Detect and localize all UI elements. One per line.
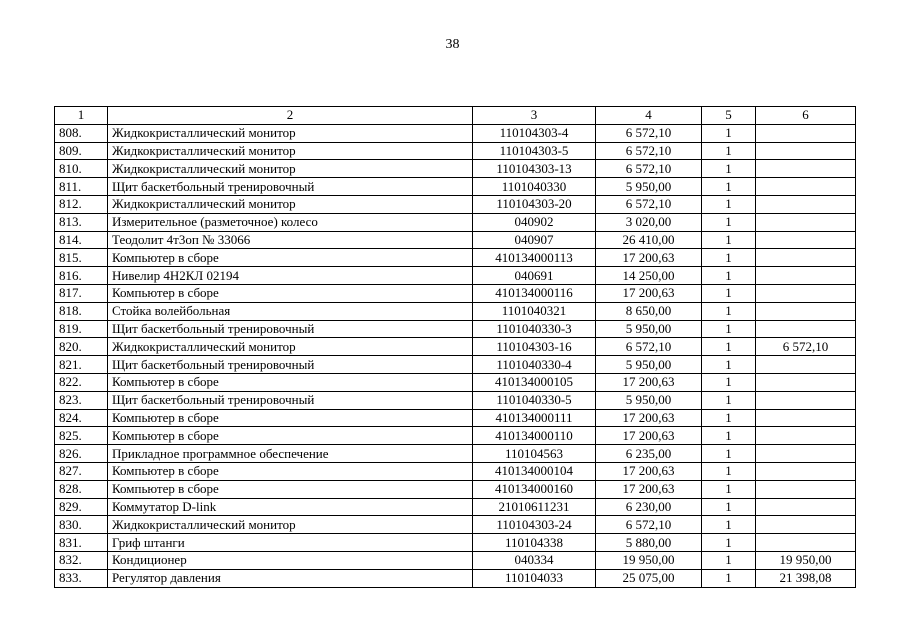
quantity-cell: 1: [702, 462, 756, 480]
item-name-cell: Стойка волейбольная: [108, 302, 473, 320]
quantity-cell: 1: [702, 249, 756, 267]
item-name-cell: Щит баскетбольный тренировочный: [108, 178, 473, 196]
row-number-cell: 816.: [55, 267, 108, 285]
unit-price-cell: 5 950,00: [596, 320, 702, 338]
item-name-cell: Компьютер в сборе: [108, 427, 473, 445]
quantity-cell: 1: [702, 213, 756, 231]
quantity-cell: 1: [702, 516, 756, 534]
quantity-cell: 1: [702, 338, 756, 356]
inventory-code-cell: 1101040330-5: [473, 391, 596, 409]
quantity-cell: 1: [702, 498, 756, 516]
inventory-code-cell: 040691: [473, 267, 596, 285]
row-number-cell: 830.: [55, 516, 108, 534]
table-row: [55, 462, 856, 480]
quantity-cell: 1: [702, 284, 756, 302]
quantity-cell: 1: [702, 160, 756, 178]
inventory-code-cell: 1101040330-3: [473, 320, 596, 338]
header-col-2: 2: [108, 107, 473, 125]
quantity-cell: 1: [702, 267, 756, 285]
residual-value-cell: [756, 480, 856, 498]
unit-price-cell: 17 200,63: [596, 462, 702, 480]
residual-value-cell: [756, 462, 856, 480]
item-name-cell: Теодолит 4т3оп № 33066: [108, 231, 473, 249]
inventory-code-cell: 1101040321: [473, 302, 596, 320]
inventory-code-cell: 410134000104: [473, 462, 596, 480]
row-number-cell: 833.: [55, 569, 108, 587]
row-number-cell: 821.: [55, 356, 108, 374]
unit-price-cell: 5 950,00: [596, 178, 702, 196]
inventory-code-cell: 110104303-16: [473, 338, 596, 356]
table-row: [55, 551, 856, 569]
quantity-cell: 1: [702, 534, 756, 552]
table-row: [55, 445, 856, 463]
unit-price-cell: 6 572,10: [596, 338, 702, 356]
residual-value-cell: [756, 267, 856, 285]
header-row: [55, 107, 856, 125]
residual-value-cell: [756, 302, 856, 320]
quantity-cell: 1: [702, 142, 756, 160]
item-name-cell: Измерительное (разметочное) колесо: [108, 213, 473, 231]
table-row: [55, 569, 856, 587]
unit-price-cell: 6 572,10: [596, 195, 702, 213]
quantity-cell: 1: [702, 356, 756, 374]
unit-price-cell: 6 572,10: [596, 160, 702, 178]
inventory-code-cell: 040907: [473, 231, 596, 249]
row-number-cell: 817.: [55, 284, 108, 302]
table-row: [55, 249, 856, 267]
row-number-cell: 829.: [55, 498, 108, 516]
quantity-cell: 1: [702, 480, 756, 498]
residual-value-cell: [756, 195, 856, 213]
table-row: [55, 178, 856, 196]
inventory-table: [54, 106, 856, 588]
row-number-cell: 820.: [55, 338, 108, 356]
unit-price-cell: 17 200,63: [596, 409, 702, 427]
quantity-cell: 1: [702, 178, 756, 196]
inventory-code-cell: 110104303-13: [473, 160, 596, 178]
inventory-code-cell: 410134000116: [473, 284, 596, 302]
table-row: [55, 160, 856, 178]
item-name-cell: Гриф штанги: [108, 534, 473, 552]
quantity-cell: 1: [702, 302, 756, 320]
inventory-code-cell: 110104033: [473, 569, 596, 587]
row-number-cell: 808.: [55, 124, 108, 142]
item-name-cell: Компьютер в сборе: [108, 462, 473, 480]
unit-price-cell: 17 200,63: [596, 373, 702, 391]
quantity-cell: 1: [702, 124, 756, 142]
residual-value-cell: [756, 391, 856, 409]
item-name-cell: Щит баскетбольный тренировочный: [108, 320, 473, 338]
residual-value-cell: [756, 249, 856, 267]
item-name-cell: Нивелир 4Н2КЛ 02194: [108, 267, 473, 285]
unit-price-cell: 6 572,10: [596, 124, 702, 142]
residual-value-cell: [756, 284, 856, 302]
item-name-cell: Щит баскетбольный тренировочный: [108, 391, 473, 409]
inventory-code-cell: 110104303-4: [473, 124, 596, 142]
unit-price-cell: 19 950,00: [596, 551, 702, 569]
row-number-cell: 831.: [55, 534, 108, 552]
residual-value-cell: 21 398,08: [756, 569, 856, 587]
inventory-code-cell: 040902: [473, 213, 596, 231]
unit-price-cell: 25 075,00: [596, 569, 702, 587]
table-row: [55, 213, 856, 231]
item-name-cell: Жидкокристаллический монитор: [108, 338, 473, 356]
item-name-cell: Жидкокристаллический монитор: [108, 195, 473, 213]
item-name-cell: Коммутатор D-link: [108, 498, 473, 516]
header-col-5: 5: [702, 107, 756, 125]
row-number-cell: 819.: [55, 320, 108, 338]
row-number-cell: 826.: [55, 445, 108, 463]
inventory-code-cell: 110104338: [473, 534, 596, 552]
item-name-cell: Регулятор давления: [108, 569, 473, 587]
item-name-cell: Компьютер в сборе: [108, 284, 473, 302]
table-row: [55, 534, 856, 552]
quantity-cell: 1: [702, 231, 756, 249]
unit-price-cell: 5 950,00: [596, 391, 702, 409]
unit-price-cell: 5 880,00: [596, 534, 702, 552]
unit-price-cell: 5 950,00: [596, 356, 702, 374]
row-number-cell: 825.: [55, 427, 108, 445]
item-name-cell: Щит баскетбольный тренировочный: [108, 356, 473, 374]
residual-value-cell: [756, 124, 856, 142]
inventory-code-cell: 410134000110: [473, 427, 596, 445]
inventory-code-cell: 110104303-20: [473, 195, 596, 213]
inventory-code-cell: 21010611231: [473, 498, 596, 516]
item-name-cell: Жидкокристаллический монитор: [108, 516, 473, 534]
row-number-cell: 811.: [55, 178, 108, 196]
unit-price-cell: 17 200,63: [596, 249, 702, 267]
row-number-cell: 818.: [55, 302, 108, 320]
header-col-3: 3: [473, 107, 596, 125]
row-number-cell: 813.: [55, 213, 108, 231]
table-row: [55, 124, 856, 142]
inventory-code-cell: 040334: [473, 551, 596, 569]
item-name-cell: Кондиционер: [108, 551, 473, 569]
unit-price-cell: 17 200,63: [596, 284, 702, 302]
residual-value-cell: [756, 516, 856, 534]
inventory-code-cell: 410134000105: [473, 373, 596, 391]
inventory-code-cell: 110104303-24: [473, 516, 596, 534]
table-body: [55, 124, 856, 587]
unit-price-cell: 6 230,00: [596, 498, 702, 516]
table-row: [55, 195, 856, 213]
table-row: [55, 409, 856, 427]
header-col-6: 6: [756, 107, 856, 125]
unit-price-cell: 17 200,63: [596, 480, 702, 498]
row-number-cell: 822.: [55, 373, 108, 391]
unit-price-cell: 6 572,10: [596, 516, 702, 534]
residual-value-cell: [756, 142, 856, 160]
inventory-code-cell: 110104303-5: [473, 142, 596, 160]
residual-value-cell: [756, 445, 856, 463]
residual-value-cell: [756, 498, 856, 516]
header-col-1: 1: [55, 107, 108, 125]
table-row: [55, 356, 856, 374]
residual-value-cell: [756, 356, 856, 374]
table-row: [55, 373, 856, 391]
row-number-cell: 824.: [55, 409, 108, 427]
item-name-cell: Прикладное программное обеспечение: [108, 445, 473, 463]
row-number-cell: 832.: [55, 551, 108, 569]
table-row: [55, 142, 856, 160]
page-number: 38: [445, 37, 460, 52]
table-row: [55, 338, 856, 356]
item-name-cell: Жидкокристаллический монитор: [108, 124, 473, 142]
inventory-code-cell: 1101040330-4: [473, 356, 596, 374]
residual-value-cell: [756, 231, 856, 249]
unit-price-cell: 17 200,63: [596, 427, 702, 445]
unit-price-cell: 6 235,00: [596, 445, 702, 463]
unit-price-cell: 3 020,00: [596, 213, 702, 231]
residual-value-cell: [756, 320, 856, 338]
residual-value-cell: [756, 534, 856, 552]
inventory-code-cell: 410134000111: [473, 409, 596, 427]
item-name-cell: Компьютер в сборе: [108, 373, 473, 391]
unit-price-cell: 8 650,00: [596, 302, 702, 320]
quantity-cell: 1: [702, 373, 756, 391]
residual-value-cell: 19 950,00: [756, 551, 856, 569]
residual-value-cell: [756, 178, 856, 196]
table-row: [55, 480, 856, 498]
row-number-cell: 828.: [55, 480, 108, 498]
inventory-code-cell: 410134000160: [473, 480, 596, 498]
table-row: [55, 391, 856, 409]
quantity-cell: 1: [702, 551, 756, 569]
row-number-cell: 823.: [55, 391, 108, 409]
row-number-cell: 810.: [55, 160, 108, 178]
residual-value-cell: [756, 409, 856, 427]
quantity-cell: 1: [702, 320, 756, 338]
table-row: [55, 427, 856, 445]
inventory-code-cell: 110104563: [473, 445, 596, 463]
item-name-cell: Компьютер в сборе: [108, 249, 473, 267]
table-row: [55, 231, 856, 249]
inventory-code-cell: 1101040330: [473, 178, 596, 196]
table-row: [55, 498, 856, 516]
residual-value-cell: 6 572,10: [756, 338, 856, 356]
quantity-cell: 1: [702, 195, 756, 213]
unit-price-cell: 6 572,10: [596, 142, 702, 160]
row-number-cell: 809.: [55, 142, 108, 160]
unit-price-cell: 26 410,00: [596, 231, 702, 249]
item-name-cell: Компьютер в сборе: [108, 480, 473, 498]
quantity-cell: 1: [702, 409, 756, 427]
inventory-code-cell: 410134000113: [473, 249, 596, 267]
item-name-cell: Жидкокристаллический монитор: [108, 142, 473, 160]
header-col-4: 4: [596, 107, 702, 125]
table-row: [55, 267, 856, 285]
item-name-cell: Жидкокристаллический монитор: [108, 160, 473, 178]
row-number-cell: 815.: [55, 249, 108, 267]
quantity-cell: 1: [702, 445, 756, 463]
residual-value-cell: [756, 427, 856, 445]
item-name-cell: Компьютер в сборе: [108, 409, 473, 427]
quantity-cell: 1: [702, 569, 756, 587]
row-number-cell: 812.: [55, 195, 108, 213]
quantity-cell: 1: [702, 391, 756, 409]
residual-value-cell: [756, 160, 856, 178]
unit-price-cell: 14 250,00: [596, 267, 702, 285]
table-row: [55, 302, 856, 320]
table-row: [55, 284, 856, 302]
residual-value-cell: [756, 213, 856, 231]
row-number-cell: 827.: [55, 462, 108, 480]
table-row: [55, 516, 856, 534]
quantity-cell: 1: [702, 427, 756, 445]
table-row: [55, 320, 856, 338]
residual-value-cell: [756, 373, 856, 391]
row-number-cell: 814.: [55, 231, 108, 249]
